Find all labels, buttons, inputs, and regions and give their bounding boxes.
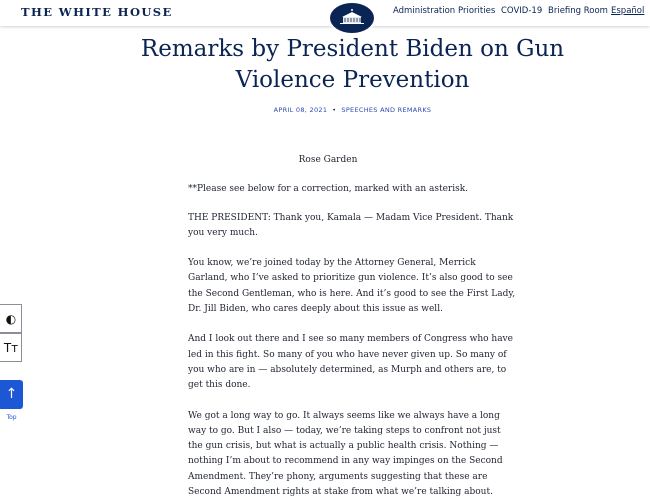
contrast-toggle-button[interactable] <box>0 304 22 333</box>
nav-administration[interactable]: Administration <box>393 6 456 16</box>
page-title: Remarks by President Biden on Gun Violence Prevention <box>140 36 565 93</box>
paragraph: We got a long way to go. It always seems like we always have a long way to go. But I also — today, we’re taking steps to confront not just the gun crisis, but what is actually a public health crisis. Nothing — nothing I’m about to recommend in any way impinges on the Second Amendment. They’re phony, arguments suggesting that these are Second Amendment rights at stake from what we’re talking about. <box>188 410 503 498</box>
paragraph: And I look out there and I see so many members of Congress who have led in this fight. So many of you who have never given up. So many of you who are in — absolutely determined, as Murph and others are, to get this done. <box>188 334 513 391</box>
article-date: APRIL 08, 2021 <box>273 106 328 114</box>
nav-covid-19[interactable]: COVID-19 <box>501 6 543 16</box>
back-to-top-label[interactable]: Top <box>6 414 17 421</box>
paragraph: You know, we’re joined today by the Attorney General, Merrick Garland, who I’ve asked to prioritize gun violence. It’s also good to see the Second Gentleman, who is here. And it’s good to see the First Lady, Dr. Jill Biden, who cares deeply about this issue as well. <box>188 258 516 315</box>
nav-briefing-room[interactable]: Briefing Room <box>548 6 608 16</box>
arrow-up-icon: ↑ <box>5 386 18 402</box>
site-header <box>0 0 650 26</box>
contrast-icon: ◐ <box>5 312 17 326</box>
main-nav <box>0 6 650 20</box>
text-size-button[interactable] <box>0 333 22 362</box>
meta-separator: • <box>332 106 337 114</box>
back-to-top-button[interactable] <box>0 380 23 409</box>
site-logo-text[interactable]: THE WHITE HOUSE <box>21 5 173 19</box>
nav-priorities[interactable]: Priorities <box>458 6 496 16</box>
nav-espanol[interactable]: Español <box>611 6 645 16</box>
article-body <box>188 153 518 500</box>
article-meta <box>0 106 650 114</box>
text-size-icon: Tт <box>3 341 19 355</box>
correction-note: **Please see below for a correction, marked with an asterisk. <box>188 184 469 195</box>
article-category-link[interactable]: SPEECHES AND REMARKS <box>341 106 432 114</box>
paragraph: THE PRESIDENT: Thank you, Kamala — Madam Vice President. Thank you very much. <box>188 212 514 238</box>
dateline: Rose Garden <box>298 155 358 165</box>
